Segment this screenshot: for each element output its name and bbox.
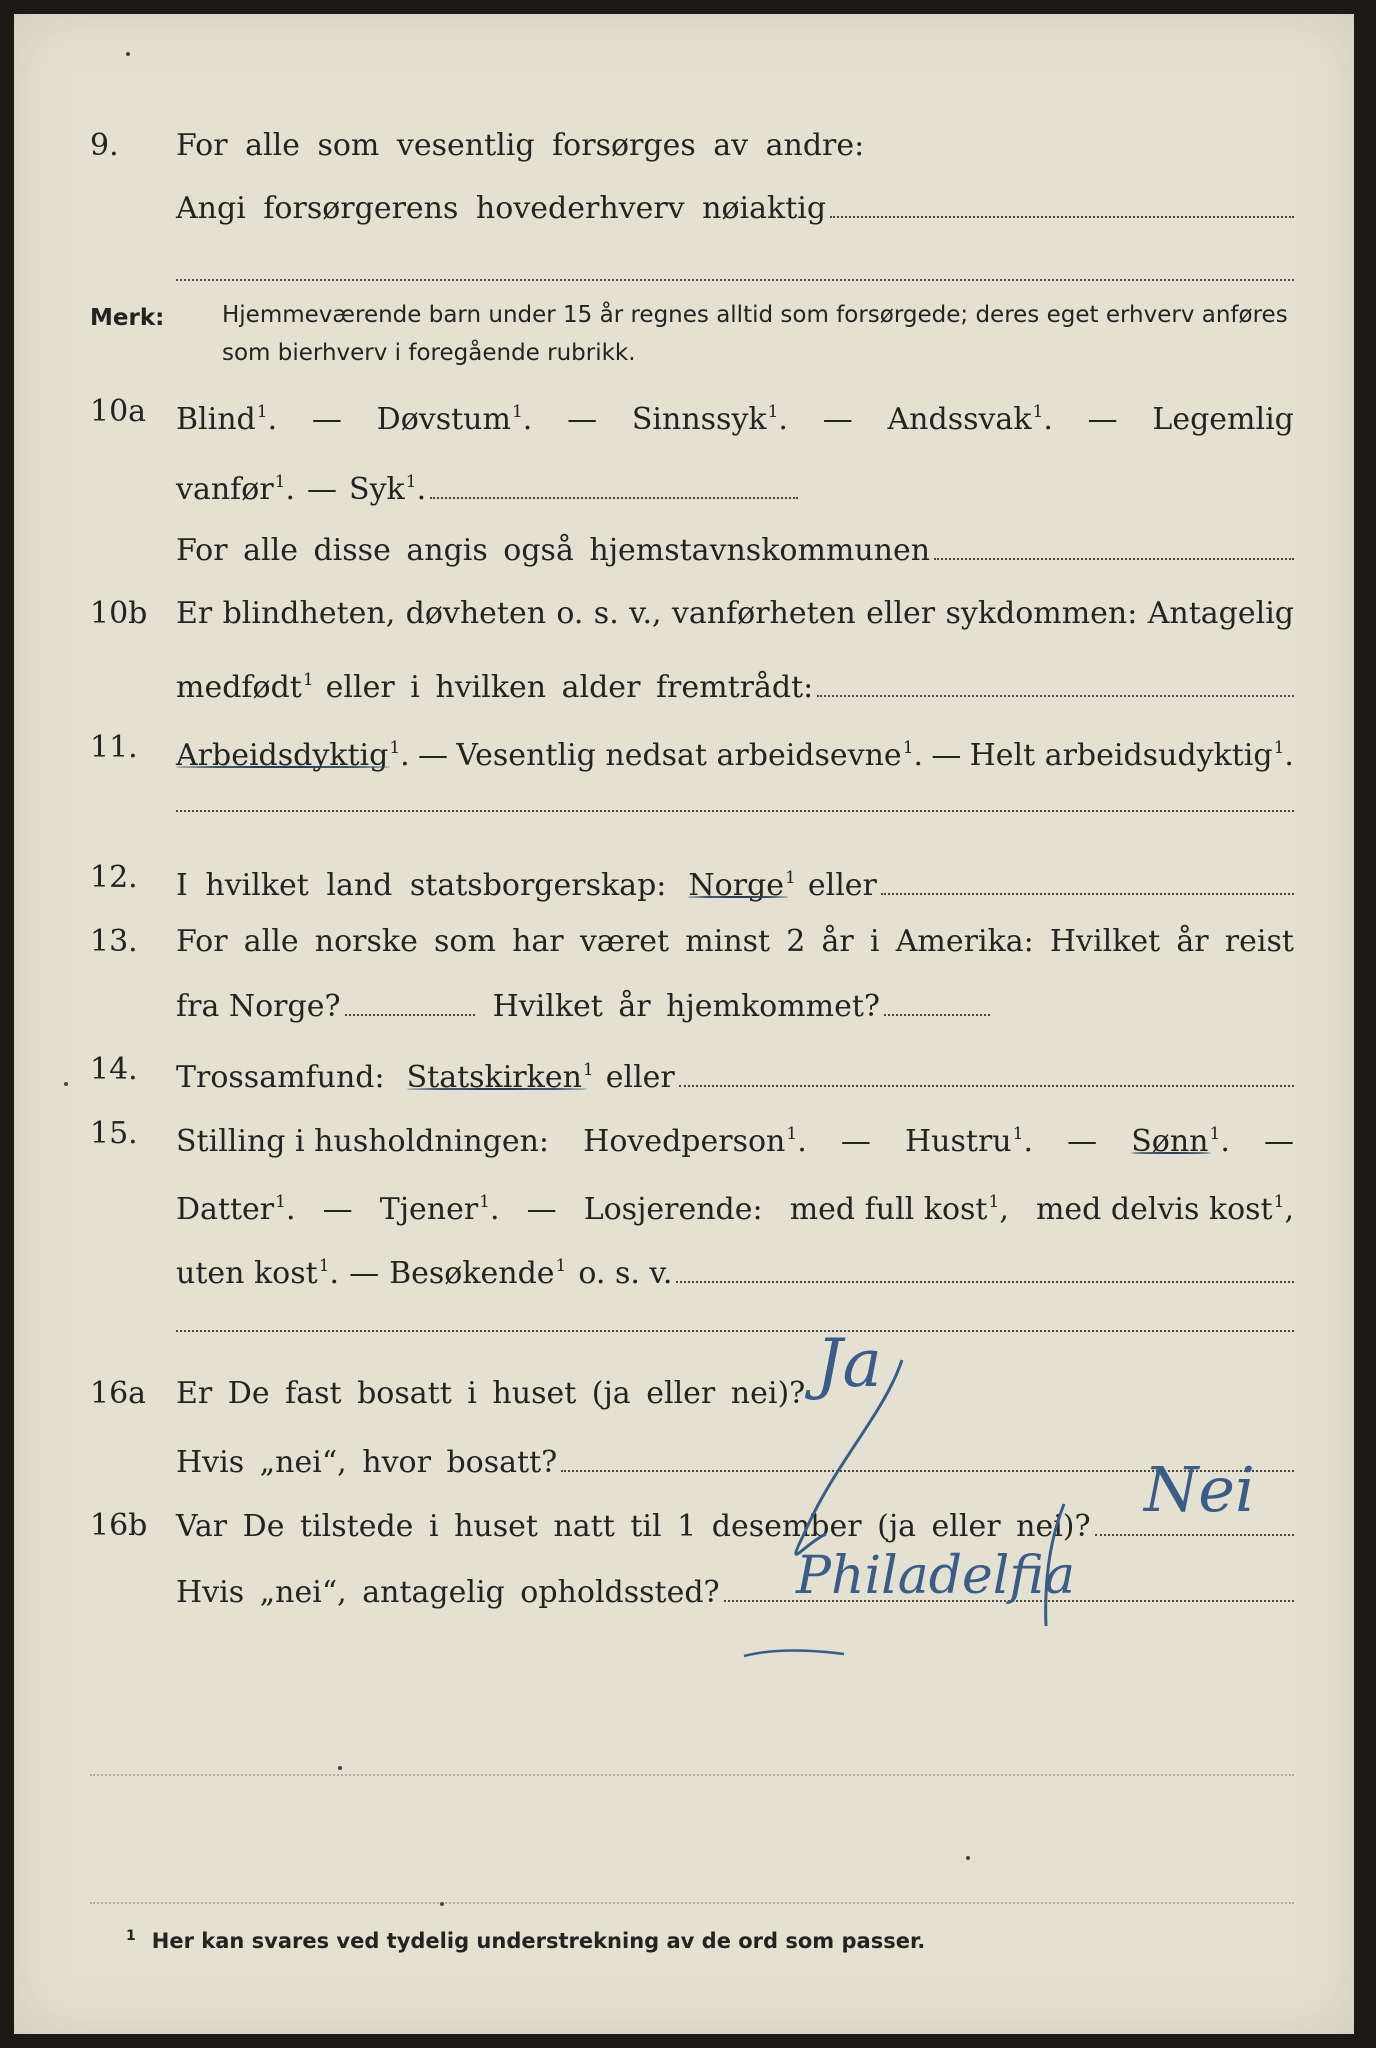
q15-number: 15. bbox=[90, 1116, 138, 1151]
q10a-sinnssyk-label: Sinnssyk bbox=[631, 402, 767, 437]
q13-line1-word: For bbox=[176, 924, 228, 959]
philadelfia-stroke bbox=[1046, 1504, 1064, 1626]
q13-line1-word: alle bbox=[243, 924, 299, 959]
q15-delvis-kost-option[interactable]: med delvis kost$^1$, bbox=[1035, 1192, 1294, 1227]
q15-besokende-label: Besøkende bbox=[389, 1256, 555, 1291]
period: . bbox=[797, 1124, 807, 1159]
footnote-ref: 1 bbox=[511, 402, 523, 422]
q13-line1-word: har bbox=[512, 924, 564, 959]
q16a-number: 16a bbox=[90, 1376, 147, 1411]
q13-hjemkommet-label: Hvilket år hjemkommet? bbox=[492, 989, 881, 1024]
q16a-where-label: Hvis „nei“, hvor bosatt? bbox=[176, 1445, 558, 1480]
paper-speck bbox=[966, 1856, 970, 1860]
q10b-line1-word: døvheten bbox=[405, 596, 547, 631]
q10b-line1-word: Antagelig bbox=[1147, 596, 1294, 631]
q10b-line1-word: blindheten, bbox=[222, 596, 396, 631]
footnote bbox=[126, 1928, 925, 1953]
dash-separator: — bbox=[1264, 1124, 1294, 1159]
footnote-ref: 1 bbox=[767, 402, 779, 422]
ja-tail-stroke bbox=[796, 1360, 902, 1554]
period: . bbox=[416, 472, 427, 507]
q15-datter-label: Datter bbox=[176, 1192, 275, 1227]
q9-number: 9. bbox=[90, 128, 119, 163]
dash-separator: — bbox=[349, 1256, 380, 1291]
footnote-ref: 1 bbox=[1273, 738, 1285, 758]
footnote-ref: 1 bbox=[318, 1256, 330, 1276]
dash-separator: — bbox=[307, 472, 338, 507]
period: . bbox=[1220, 1124, 1230, 1159]
period: . bbox=[913, 738, 924, 773]
q16b-handwritten-answer[interactable]: Nei bbox=[1144, 1453, 1255, 1526]
q10b-line2: eller i hvilken alder fremtrådt: bbox=[325, 670, 814, 705]
q10a-vanfor-label: vanfør bbox=[176, 472, 274, 507]
period: . bbox=[1284, 738, 1294, 773]
period: . bbox=[329, 1256, 340, 1291]
q10b-line1-word: o. bbox=[556, 596, 584, 631]
q10b-line1-word: sykdommen: bbox=[945, 596, 1138, 631]
q15-sonn-label: Sønn bbox=[1131, 1124, 1209, 1159]
q10b-line1-word: v., bbox=[629, 596, 662, 631]
q15-intro: Stilling i husholdningen: bbox=[176, 1124, 550, 1159]
footnote-ref: 1 bbox=[302, 670, 314, 690]
q16a-question: Er De fast bosatt i huset (ja eller nei)? bbox=[176, 1376, 806, 1411]
footnote-text: Her kan svares ved tydelig understrekning av de ord som passer. bbox=[151, 1929, 926, 1953]
period: . bbox=[400, 738, 410, 773]
dash-separator: — bbox=[1087, 402, 1118, 437]
q13-line1-word: år bbox=[821, 924, 854, 959]
period: . bbox=[1043, 402, 1053, 437]
q10a-hjemstavn-label: For alle disse angis også hjemstavnskommunen bbox=[176, 533, 931, 568]
period: . bbox=[285, 1192, 296, 1227]
q16a-handwritten-answer[interactable]: Ja bbox=[816, 1325, 882, 1402]
q15-osv-label: o. s. v. bbox=[578, 1256, 673, 1291]
q15-uten-kost-label: uten kost bbox=[176, 1256, 318, 1291]
period: . bbox=[522, 402, 533, 437]
q14-number: 14. bbox=[90, 1052, 138, 1087]
footnote-ref: 1 bbox=[405, 472, 417, 492]
dash-separator: — bbox=[322, 1192, 353, 1227]
q15-hovedperson-label: Hovedperson bbox=[583, 1124, 786, 1159]
period: . bbox=[778, 402, 788, 437]
q11-number: 11. bbox=[90, 730, 138, 765]
footnote-ref: 1 bbox=[1032, 402, 1044, 422]
q13-line1-word: år bbox=[1176, 924, 1209, 959]
q13-line1-word: minst bbox=[685, 924, 771, 959]
q16b-opholdssted-label: Hvis „nei“, antagelig opholdssted? bbox=[176, 1575, 720, 1610]
q10a-number: 10a bbox=[90, 394, 147, 429]
period: . bbox=[1023, 1124, 1033, 1159]
q12-norge-label: Norge bbox=[688, 868, 785, 903]
footnote-ref: 1 bbox=[1209, 1124, 1221, 1144]
q13-line1-word: i bbox=[869, 924, 880, 959]
census-form-page bbox=[14, 14, 1354, 2034]
q10b-line1-word: eller bbox=[866, 596, 936, 631]
footnote-ref: 1 bbox=[1012, 1124, 1024, 1144]
q10a-andssvak-label: Andssvak bbox=[887, 402, 1032, 437]
q13-number: 13. bbox=[90, 924, 138, 959]
q10b-number: 10b bbox=[90, 596, 148, 631]
period: . bbox=[267, 402, 278, 437]
footnote-ref: 1 bbox=[582, 1060, 594, 1080]
period: . bbox=[490, 1192, 500, 1227]
footnote-ref: 1 bbox=[785, 868, 796, 888]
footnote-ref: 1 bbox=[786, 1124, 798, 1144]
q15-hustru-label: Hustru bbox=[905, 1124, 1012, 1159]
period: . bbox=[285, 472, 296, 507]
q13-line1-word: været bbox=[579, 924, 670, 959]
q10a-legemlig-label[interactable]: Legemlig bbox=[1152, 402, 1294, 437]
dash-separator: — bbox=[417, 738, 448, 773]
footnote-ref: 1 bbox=[988, 1192, 1000, 1212]
dash-separator: — bbox=[311, 402, 342, 437]
q11-arbeidsdyktig-label: Arbeidsdyktig bbox=[176, 738, 389, 773]
q13-line1-word: norske bbox=[314, 924, 418, 959]
footnote-ref: 1 bbox=[389, 738, 401, 758]
q14-eller-label: eller bbox=[605, 1060, 675, 1095]
q9-line1: For alle som vesentlig forsørges av andre: bbox=[176, 128, 865, 163]
q10a-blind-label: Blind bbox=[176, 402, 256, 437]
dash-separator: — bbox=[822, 402, 853, 437]
q16b-number: 16b bbox=[90, 1508, 148, 1543]
q10a-syk-label: Syk bbox=[349, 472, 405, 507]
handwriting-strokes bbox=[14, 14, 1354, 2034]
merk-text: Hjemmeværende barn under 15 år regnes alltid som forsørgede; deres eget erhverv anføres som bierhverv i foregående rubrikk. bbox=[222, 302, 1288, 366]
q10a-dovstum-label: Døvstum bbox=[376, 402, 511, 437]
q10b-line1-word: vanførheten bbox=[671, 596, 856, 631]
dash-separator: — bbox=[1067, 1124, 1098, 1159]
dash-separator: — bbox=[840, 1124, 871, 1159]
footnote-mark: 1 bbox=[126, 1928, 136, 1944]
q13-line1-word: reist bbox=[1224, 924, 1294, 959]
q16b-question: Var De tilstede i huset natt til 1 desember (ja eller nei)? bbox=[176, 1509, 1091, 1544]
q11-nedsat-label: Vesentlig nedsat arbeidsevne bbox=[456, 738, 902, 773]
footnote-ref: 1 bbox=[1273, 1192, 1285, 1212]
q10b-line1-word: s. bbox=[593, 596, 619, 631]
footnote-ref: 1 bbox=[256, 402, 268, 422]
q10b-medfodt-label: medfødt bbox=[176, 670, 302, 705]
footnote-ref: 1 bbox=[555, 1256, 567, 1276]
dash-separator: — bbox=[931, 738, 962, 773]
q15-full-kost-option[interactable]: med full kost$^1$, bbox=[789, 1192, 1009, 1227]
paper-speck bbox=[338, 1766, 342, 1770]
q15-full-kost-label: med full kost bbox=[789, 1192, 988, 1227]
footnote-ref: 1 bbox=[902, 738, 914, 758]
dash-separator: — bbox=[567, 402, 598, 437]
q15-delvis-kost-label: med delvis kost bbox=[1035, 1192, 1273, 1227]
q11-udyktig-label: Helt arbeidsudyktig bbox=[969, 738, 1273, 773]
q16b-handwritten-place[interactable]: Philadelfia bbox=[796, 1546, 1076, 1606]
q12-eller-label: eller bbox=[807, 868, 877, 903]
footnote-ref: 1 bbox=[479, 1192, 490, 1212]
q10b-line1-word: Er bbox=[176, 596, 213, 631]
q15-tjener-label: Tjener bbox=[379, 1192, 479, 1227]
dash-separator: — bbox=[526, 1192, 557, 1227]
q13-line1-word: som bbox=[434, 924, 496, 959]
q15-losjerende-label: Losjerende: bbox=[583, 1192, 763, 1227]
philadelfia-underline-stroke bbox=[744, 1651, 844, 1657]
paper-speck bbox=[126, 52, 130, 56]
q13-fra-norge-label: fra Norge? bbox=[176, 989, 341, 1024]
footnote-ref: 1 bbox=[274, 472, 286, 492]
faint-divider bbox=[90, 1774, 1294, 1776]
q14-label: Trossamfund: bbox=[176, 1060, 385, 1095]
q9-line2: Angi forsørgerens hovederhverv nøiaktig bbox=[176, 191, 827, 226]
footnote-ref: 1 bbox=[275, 1192, 286, 1212]
q14-statskirken-label: Statskirken bbox=[406, 1060, 582, 1095]
q13-line1-word: 2 bbox=[786, 924, 806, 959]
q12-number: 12. bbox=[90, 860, 138, 895]
q13-line1-word: Amerika: bbox=[895, 924, 1034, 959]
paper-speck bbox=[64, 1082, 68, 1086]
faint-divider bbox=[90, 1902, 1294, 1904]
merk-label: Merk: bbox=[90, 305, 165, 331]
q13-line1-word: Hvilket bbox=[1049, 924, 1161, 959]
q12-label: I hvilket land statsborgerskap: bbox=[176, 868, 667, 903]
